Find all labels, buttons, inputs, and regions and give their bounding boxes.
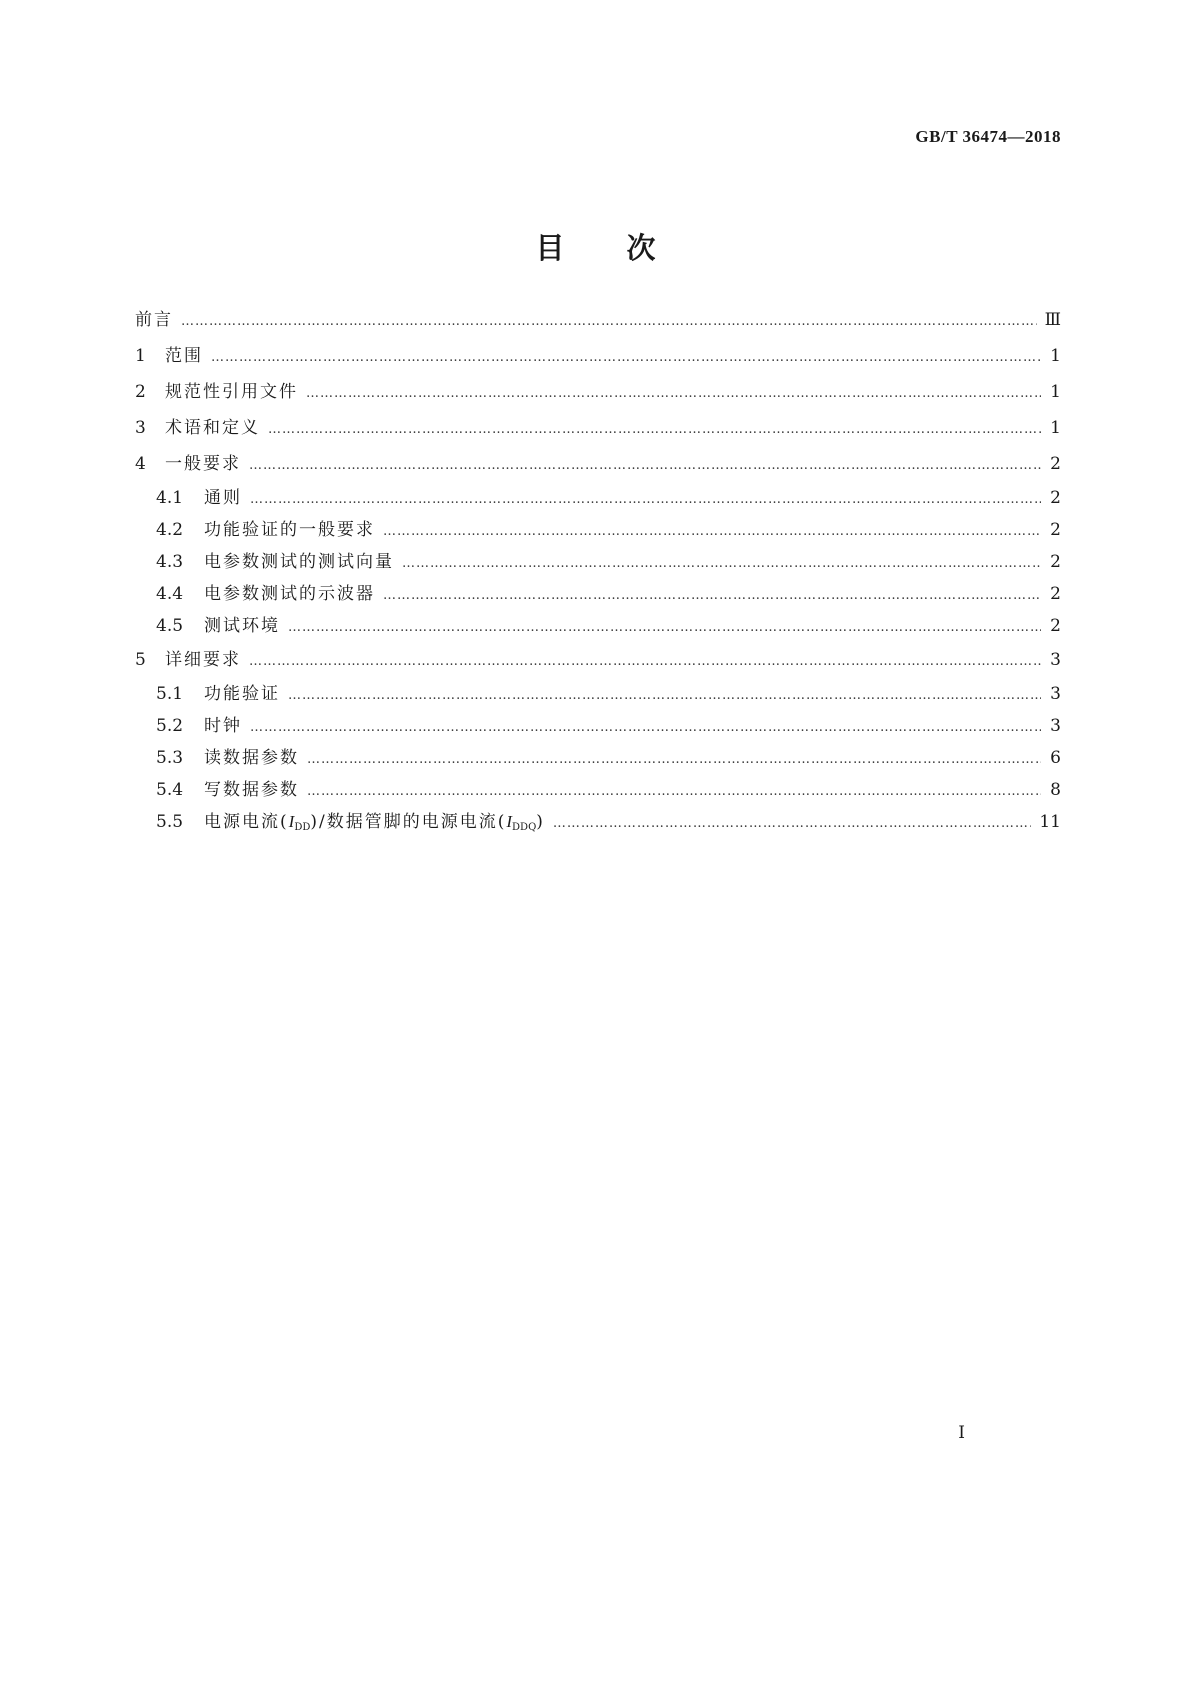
toc-leader-dots bbox=[249, 448, 1041, 484]
toc-entry-page: 2 bbox=[1050, 454, 1061, 474]
toc-entry-1[interactable] bbox=[135, 338, 1061, 374]
toc-entry-page: Ⅲ bbox=[1044, 310, 1061, 330]
toc-entry-page: 3 bbox=[1050, 684, 1061, 704]
table-of-contents bbox=[135, 302, 1061, 838]
title-part: 电源电流( bbox=[204, 812, 289, 832]
toc-entry-2[interactable] bbox=[135, 374, 1061, 410]
toc-entry-title: 电参数测试的示波器 bbox=[204, 584, 375, 604]
toc-entry-title bbox=[204, 806, 545, 844]
toc-entry-number: 5.5 bbox=[156, 812, 184, 832]
subscript-dd: DD bbox=[294, 822, 311, 833]
toc-entry-title: 功能验证的一般要求 bbox=[204, 520, 375, 540]
toc-leader-dots bbox=[288, 612, 1041, 644]
toc-leader-dots bbox=[553, 808, 1031, 840]
page-title: 目次 bbox=[535, 231, 718, 265]
toc-entry-title: 电参数测试的测试向量 bbox=[204, 552, 394, 572]
toc-entry-title: 范围 bbox=[165, 346, 203, 366]
toc-entry-title: 规范性引用文件 bbox=[165, 382, 298, 402]
toc-leader-dots bbox=[307, 776, 1041, 808]
toc-entry-page: 8 bbox=[1050, 780, 1061, 800]
toc-entry-4-5[interactable] bbox=[135, 610, 1061, 642]
toc-entry-title: 通则 bbox=[204, 488, 242, 508]
toc-entry-page: 1 bbox=[1050, 382, 1061, 402]
toc-leader-dots bbox=[249, 644, 1041, 680]
toc-entry-page: 2 bbox=[1050, 488, 1061, 508]
toc-entry-number: 4.5 bbox=[156, 616, 184, 636]
title-part: )/数据管脚的电源电流( bbox=[310, 812, 507, 832]
title-part: ) bbox=[536, 812, 545, 832]
toc-entry-4-1[interactable] bbox=[135, 482, 1061, 514]
toc-entry-number: 4 bbox=[135, 454, 146, 474]
toc-entry-number: 4.4 bbox=[156, 584, 184, 604]
toc-entry-5-3[interactable] bbox=[135, 742, 1061, 774]
toc-entry-page: 1 bbox=[1050, 346, 1061, 366]
toc-entry-4[interactable] bbox=[135, 446, 1061, 482]
toc-entry-5[interactable] bbox=[135, 642, 1061, 678]
toc-entry-number: 3 bbox=[135, 418, 146, 438]
toc-leader-dots bbox=[383, 516, 1041, 548]
toc-entry-page: 2 bbox=[1050, 584, 1061, 604]
toc-entry-title: 时钟 bbox=[204, 716, 242, 736]
toc-entry-number: 1 bbox=[135, 346, 146, 366]
toc-entry-page: 1 bbox=[1050, 418, 1061, 438]
toc-leader-dots bbox=[307, 744, 1041, 776]
page-number: I bbox=[958, 1423, 965, 1443]
current-symbol: I bbox=[288, 812, 295, 831]
toc-entry-5-2[interactable] bbox=[135, 710, 1061, 742]
toc-leader-dots bbox=[250, 484, 1041, 516]
toc-entry-number: 5.3 bbox=[156, 748, 184, 768]
toc-leader-dots bbox=[268, 412, 1041, 448]
toc-entry-4-4[interactable] bbox=[135, 578, 1061, 610]
toc-entry-3[interactable] bbox=[135, 410, 1061, 446]
toc-leader-dots bbox=[306, 376, 1041, 412]
toc-entry-number: 2 bbox=[135, 382, 146, 402]
toc-entry-title: 测试环境 bbox=[204, 616, 280, 636]
toc-entry-number: 5.1 bbox=[156, 684, 184, 704]
standard-code: GB/T 36474—2018 bbox=[915, 127, 1061, 146]
toc-entry-title: 术语和定义 bbox=[165, 418, 260, 438]
toc-entry-title: 功能验证 bbox=[204, 684, 280, 704]
toc-entry-number: 5.2 bbox=[156, 716, 184, 736]
toc-entry-page: 6 bbox=[1050, 748, 1061, 768]
toc-entry-number: 4.2 bbox=[156, 520, 184, 540]
toc-leader-dots bbox=[402, 548, 1041, 580]
toc-entry-title: 一般要求 bbox=[165, 454, 241, 474]
toc-entry-number: 4.1 bbox=[156, 488, 184, 508]
toc-entry-foreword[interactable] bbox=[135, 302, 1061, 338]
toc-leader-dots bbox=[383, 580, 1041, 612]
toc-entry-title: 前言 bbox=[135, 310, 173, 330]
toc-entry-page: 3 bbox=[1050, 650, 1061, 670]
toc-entry-number: 5 bbox=[135, 650, 146, 670]
toc-leader-dots bbox=[288, 680, 1041, 712]
subscript-ddq: DDQ bbox=[512, 822, 537, 833]
toc-leader-dots bbox=[181, 304, 1037, 340]
toc-leader-dots bbox=[211, 340, 1041, 376]
toc-entry-title: 详细要求 bbox=[165, 650, 241, 670]
toc-leader-dots bbox=[250, 712, 1041, 744]
toc-entry-4-3[interactable] bbox=[135, 546, 1061, 578]
toc-entry-page: 2 bbox=[1050, 520, 1061, 540]
toc-entry-5-4[interactable] bbox=[135, 774, 1061, 806]
toc-entry-page: 2 bbox=[1050, 552, 1061, 572]
toc-entry-page: 11 bbox=[1039, 812, 1061, 832]
current-symbol: I bbox=[506, 812, 513, 831]
toc-entry-title: 写数据参数 bbox=[204, 780, 299, 800]
toc-entry-number: 5.4 bbox=[156, 780, 184, 800]
toc-entry-5-5[interactable] bbox=[135, 806, 1061, 838]
toc-entry-5-1[interactable] bbox=[135, 678, 1061, 710]
toc-entry-4-2[interactable] bbox=[135, 514, 1061, 546]
toc-entry-number: 4.3 bbox=[156, 552, 184, 572]
toc-entry-page: 2 bbox=[1050, 616, 1061, 636]
toc-entry-page: 3 bbox=[1050, 716, 1061, 736]
toc-entry-title: 读数据参数 bbox=[204, 748, 299, 768]
